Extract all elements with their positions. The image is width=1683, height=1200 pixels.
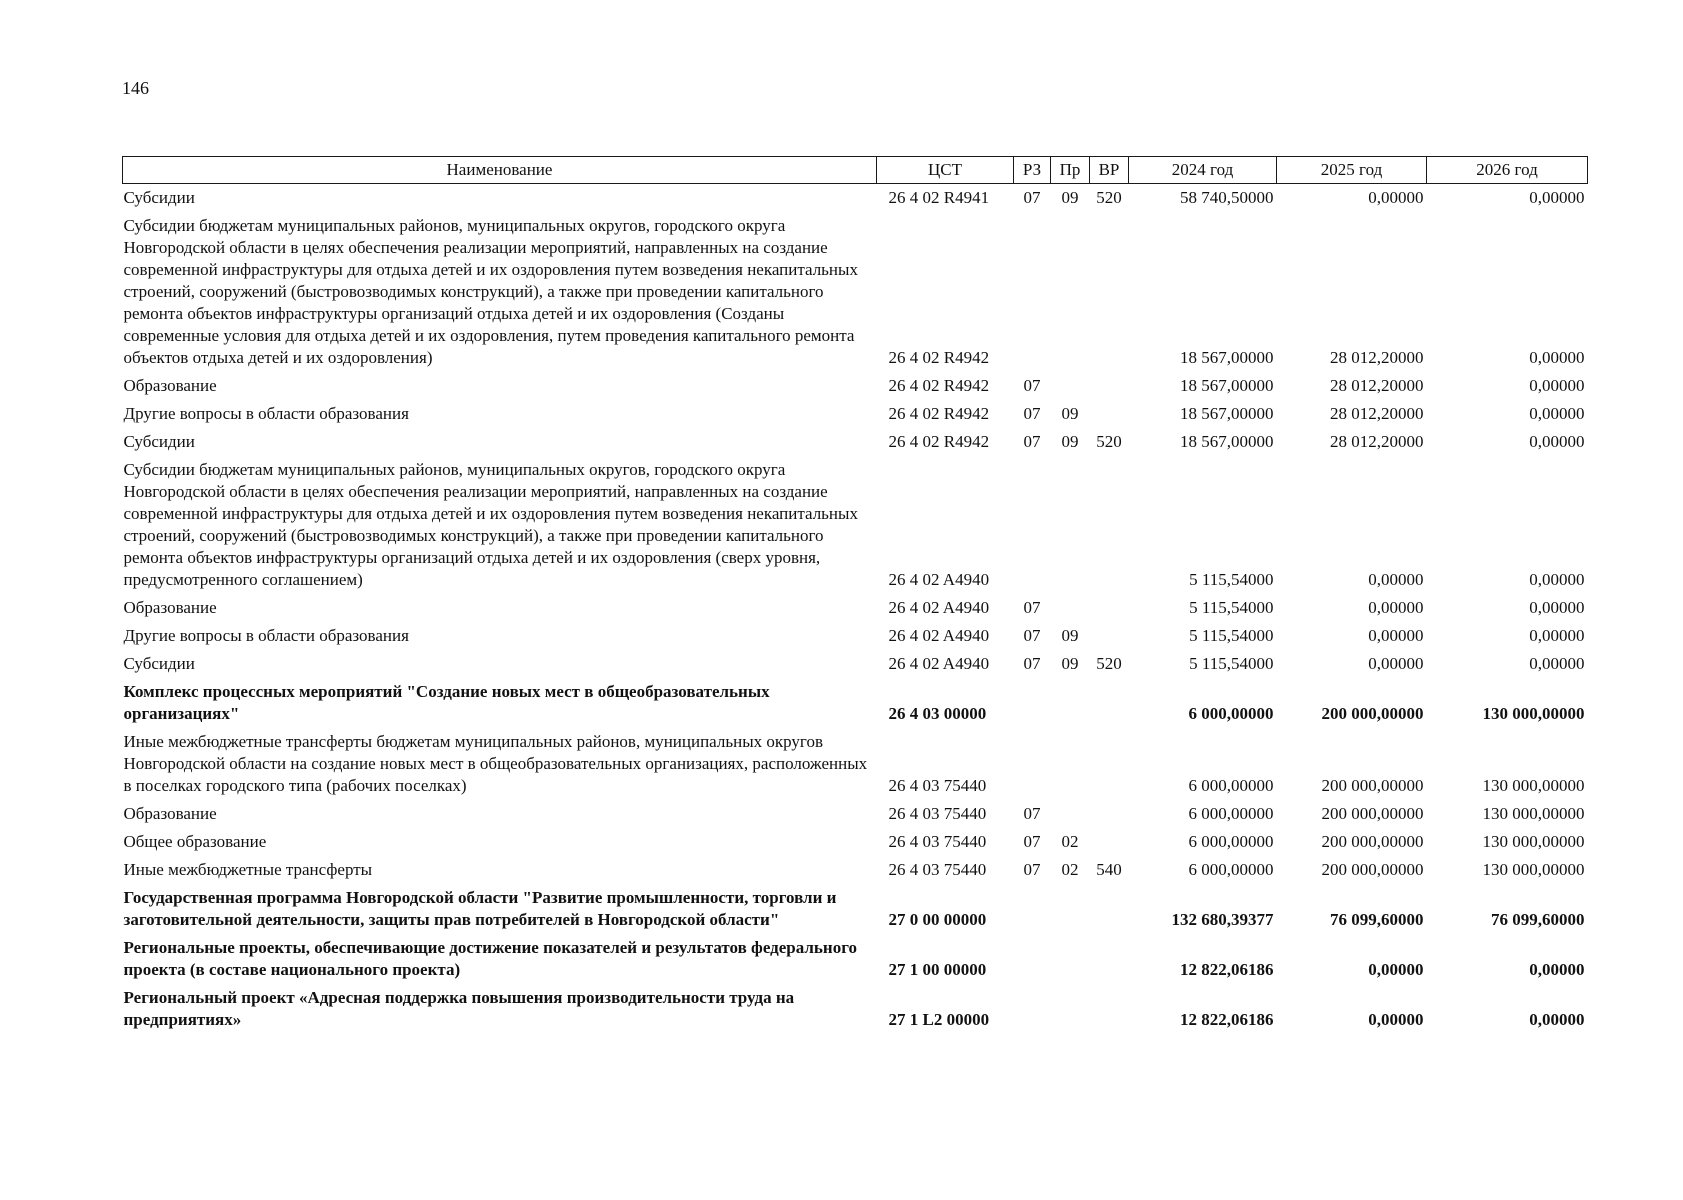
cell-rz <box>1014 457 1051 595</box>
cell-rz <box>1014 729 1051 801</box>
cell-rz: 07 <box>1023 804 1041 823</box>
cell-rz: 07 <box>1023 832 1041 851</box>
cell-y2026: 130 000,00000 <box>1482 860 1585 879</box>
page-number: 146 <box>122 78 149 98</box>
table-row <box>123 935 1588 985</box>
cell-pr: 02 <box>1061 860 1079 879</box>
cell-name: Иные межбюджетные трансферты <box>123 860 373 879</box>
cell-name: Комплекс процессных мероприятий "Создание новых мест в общеобразовательных организациях" <box>123 682 770 723</box>
cell-pr <box>1051 373 1090 401</box>
cell-vr <box>1090 729 1129 801</box>
cell-vr <box>1090 679 1129 729</box>
cell-y2025: 0,00000 <box>1368 654 1424 673</box>
cell-y2026: 76 099,60000 <box>1491 910 1585 929</box>
cell-pr <box>1051 679 1090 729</box>
cell-y2024: 6 000,00000 <box>1188 832 1274 851</box>
cell-y2025: 200 000,00000 <box>1321 704 1424 723</box>
cell-y2024: 18 567,00000 <box>1180 432 1274 451</box>
cell-y2024: 6 000,00000 <box>1188 776 1274 795</box>
cell-name: Субсидии <box>123 432 195 451</box>
cell-pr <box>1051 729 1090 801</box>
cell-y2026: 130 000,00000 <box>1482 804 1585 823</box>
cell-rz <box>1014 985 1051 1035</box>
table-row <box>123 429 1588 457</box>
cell-y2024: 18 567,00000 <box>1180 376 1274 395</box>
table-row <box>123 885 1588 935</box>
table-row <box>123 401 1588 429</box>
cell-y2025: 28 012,20000 <box>1330 348 1424 367</box>
cell-name: Общее образование <box>123 832 267 851</box>
cell-rz: 07 <box>1023 598 1041 617</box>
cell-y2025: 28 012,20000 <box>1330 432 1424 451</box>
cell-name: Образование <box>123 804 217 823</box>
cell-y2025: 76 099,60000 <box>1330 910 1424 929</box>
cell-y2026: 130 000,00000 <box>1482 832 1585 851</box>
cell-pr: 09 <box>1061 404 1079 423</box>
table-header-row <box>123 157 1588 184</box>
budget-table <box>122 156 1588 1035</box>
cell-vr: 520 <box>1096 188 1122 207</box>
cell-cst: 26 4 02 R4942 <box>888 348 990 367</box>
cell-cst: 26 4 03 75440 <box>888 804 987 823</box>
header-2026: 2026 год <box>1427 157 1588 184</box>
cell-cst: 26 4 02 A4940 <box>888 598 990 617</box>
cell-cst: 26 4 02 R4942 <box>888 404 990 423</box>
cell-y2024: 5 115,54000 <box>1189 570 1274 589</box>
header-pr: Пр <box>1051 157 1090 184</box>
cell-y2025: 0,00000 <box>1368 598 1424 617</box>
cell-y2026: 0,00000 <box>1529 654 1585 673</box>
table-row <box>123 985 1588 1035</box>
cell-rz <box>1014 935 1051 985</box>
header-name: Наименование <box>123 157 877 184</box>
cell-name: Субсидии бюджетам муниципальных районов, муниципальных округов, городского округа Новгородской области в целях обеспечения реализации мероприятий, направленных на создание современной инфраструктуры для отдыха детей и их оздоровления путем возведения некапитальных строений, сооружений (быстровозводимых конструкций), а также при проведении капитального ремонта объектов инфраструктуры организаций отдыха детей и их оздоровления (сверх уровня, предусмотренного соглашением) <box>123 460 858 589</box>
cell-y2025: 28 012,20000 <box>1330 404 1424 423</box>
cell-y2026: 0,00000 <box>1529 626 1585 645</box>
table-row <box>123 857 1588 885</box>
table-row <box>123 729 1588 801</box>
table-row <box>123 213 1588 373</box>
cell-y2024: 6 000,00000 <box>1188 704 1274 723</box>
cell-name: Региональные проекты, обеспечивающие достижение показателей и результатов федерального проекта (в составе национального проекта) <box>123 938 858 979</box>
cell-name: Другие вопросы в области образования <box>123 404 409 423</box>
header-rz: РЗ <box>1014 157 1051 184</box>
cell-pr <box>1051 985 1090 1035</box>
cell-y2024: 6 000,00000 <box>1188 804 1274 823</box>
cell-vr <box>1090 623 1129 651</box>
cell-y2024: 12 822,06186 <box>1180 1010 1274 1029</box>
cell-rz: 07 <box>1023 188 1041 207</box>
cell-y2024: 5 115,54000 <box>1189 654 1274 673</box>
cell-cst: 26 4 02 A4940 <box>888 654 990 673</box>
cell-y2025: 0,00000 <box>1368 1010 1424 1029</box>
header-cst: ЦСТ <box>877 157 1014 184</box>
table-row <box>123 184 1588 214</box>
header-2025: 2025 год <box>1277 157 1427 184</box>
cell-y2025: 200 000,00000 <box>1321 804 1424 823</box>
cell-cst: 26 4 03 00000 <box>888 704 987 723</box>
cell-cst: 26 4 03 75440 <box>888 832 987 851</box>
cell-y2026: 130 000,00000 <box>1482 704 1585 723</box>
cell-pr <box>1051 935 1090 985</box>
cell-rz: 07 <box>1023 626 1041 645</box>
cell-pr <box>1051 885 1090 935</box>
cell-rz <box>1014 885 1051 935</box>
cell-rz: 07 <box>1023 376 1041 395</box>
cell-y2024: 12 822,06186 <box>1180 960 1274 979</box>
cell-rz <box>1014 679 1051 729</box>
cell-vr <box>1090 401 1129 429</box>
cell-y2024: 5 115,54000 <box>1189 598 1274 617</box>
cell-cst: 26 4 03 75440 <box>888 860 987 879</box>
cell-rz: 07 <box>1023 404 1041 423</box>
cell-y2025: 28 012,20000 <box>1330 376 1424 395</box>
cell-vr <box>1090 935 1129 985</box>
cell-y2025: 200 000,00000 <box>1321 832 1424 851</box>
cell-name: Образование <box>123 376 217 395</box>
cell-cst: 26 4 02 R4942 <box>888 432 990 451</box>
cell-pr: 09 <box>1061 432 1079 451</box>
cell-y2024: 18 567,00000 <box>1180 404 1274 423</box>
table-row <box>123 651 1588 679</box>
header-2024: 2024 год <box>1129 157 1277 184</box>
header-vr: ВР <box>1090 157 1129 184</box>
cell-pr <box>1051 801 1090 829</box>
cell-rz <box>1014 213 1051 373</box>
cell-vr <box>1090 457 1129 595</box>
cell-cst: 26 4 03 75440 <box>888 776 987 795</box>
cell-cst: 26 4 02 A4940 <box>888 626 990 645</box>
cell-rz: 07 <box>1023 860 1041 879</box>
cell-y2026: 130 000,00000 <box>1482 776 1585 795</box>
cell-pr <box>1051 213 1090 373</box>
cell-y2024: 58 740,50000 <box>1180 188 1274 207</box>
cell-vr: 520 <box>1096 654 1122 673</box>
cell-pr: 09 <box>1061 626 1079 645</box>
cell-rz: 07 <box>1023 654 1041 673</box>
cell-pr: 09 <box>1061 654 1079 673</box>
cell-cst: 27 1 L2 00000 <box>888 1010 990 1029</box>
cell-y2026: 0,00000 <box>1529 348 1585 367</box>
cell-y2025: 0,00000 <box>1368 626 1424 645</box>
cell-y2026: 0,00000 <box>1529 570 1585 589</box>
cell-vr <box>1090 801 1129 829</box>
cell-vr: 520 <box>1096 432 1122 451</box>
cell-name: Иные межбюджетные трансферты бюджетам муниципальных районов, муниципальных округов Новгородской области на создание новых мест в общеобразовательных организациях, расположенных в поселках городского типа (рабочих поселках) <box>123 732 868 795</box>
cell-cst: 26 4 02 R4942 <box>888 376 990 395</box>
cell-y2024: 132 680,39377 <box>1171 910 1274 929</box>
cell-y2025: 0,00000 <box>1368 960 1424 979</box>
cell-y2026: 0,00000 <box>1529 1010 1585 1029</box>
cell-name: Государственная программа Новгородской области "Развитие промышленности, торговли и заготовительной деятельности, защиты прав потребителей в Новгородской области" <box>123 888 837 929</box>
cell-y2026: 0,00000 <box>1529 376 1585 395</box>
cell-vr <box>1090 885 1129 935</box>
cell-y2024: 5 115,54000 <box>1189 626 1274 645</box>
cell-vr <box>1090 373 1129 401</box>
cell-rz: 07 <box>1023 432 1041 451</box>
table-row <box>123 595 1588 623</box>
table-row <box>123 457 1588 595</box>
cell-y2025: 200 000,00000 <box>1321 776 1424 795</box>
cell-y2025: 0,00000 <box>1368 188 1424 207</box>
table-row <box>123 623 1588 651</box>
cell-y2026: 0,00000 <box>1529 432 1585 451</box>
cell-y2026: 0,00000 <box>1529 598 1585 617</box>
cell-name: Субсидии <box>123 654 195 673</box>
cell-name: Субсидии бюджетам муниципальных районов, муниципальных округов, городского округа Новгородской области в целях обеспечения реализации мероприятий, направленных на создание современной инфраструктуры для отдыха детей и их оздоровления путем возведения некапитальных строений, сооружений (быстровозводимых конструкций), а также при проведении капитального ремонта объектов инфраструктуры организаций отдыха детей и их оздоровления (Созданы современные условия для отдыха детей и их оздоровления, путем проведения капитального ремонта объектов отдыха детей и их оздоровления) <box>123 216 858 367</box>
cell-vr <box>1090 595 1129 623</box>
cell-pr: 09 <box>1061 188 1079 207</box>
table-row <box>123 829 1588 857</box>
cell-y2024: 6 000,00000 <box>1188 860 1274 879</box>
table-body <box>123 184 1588 1036</box>
cell-y2025: 200 000,00000 <box>1321 860 1424 879</box>
cell-cst: 27 0 00 00000 <box>888 910 987 929</box>
cell-vr <box>1090 213 1129 373</box>
cell-cst: 27 1 00 00000 <box>888 960 987 979</box>
cell-vr: 540 <box>1096 860 1122 879</box>
cell-pr <box>1051 595 1090 623</box>
cell-pr <box>1051 457 1090 595</box>
table-row <box>123 373 1588 401</box>
table-row <box>123 679 1588 729</box>
cell-pr: 02 <box>1061 832 1079 851</box>
cell-name: Образование <box>123 598 217 617</box>
cell-name: Субсидии <box>123 188 195 207</box>
cell-y2024: 18 567,00000 <box>1180 348 1274 367</box>
cell-vr <box>1090 985 1129 1035</box>
cell-vr <box>1090 829 1129 857</box>
cell-name: Другие вопросы в области образования <box>123 626 409 645</box>
cell-y2026: 0,00000 <box>1529 404 1585 423</box>
cell-y2026: 0,00000 <box>1529 188 1585 207</box>
cell-cst: 26 4 02 R4941 <box>888 188 990 207</box>
cell-y2026: 0,00000 <box>1529 960 1585 979</box>
cell-cst: 26 4 02 A4940 <box>888 570 990 589</box>
cell-y2025: 0,00000 <box>1368 570 1424 589</box>
table-row <box>123 801 1588 829</box>
cell-name: Региональный проект «Адресная поддержка повышения производительности труда на предприятиях» <box>123 988 795 1029</box>
